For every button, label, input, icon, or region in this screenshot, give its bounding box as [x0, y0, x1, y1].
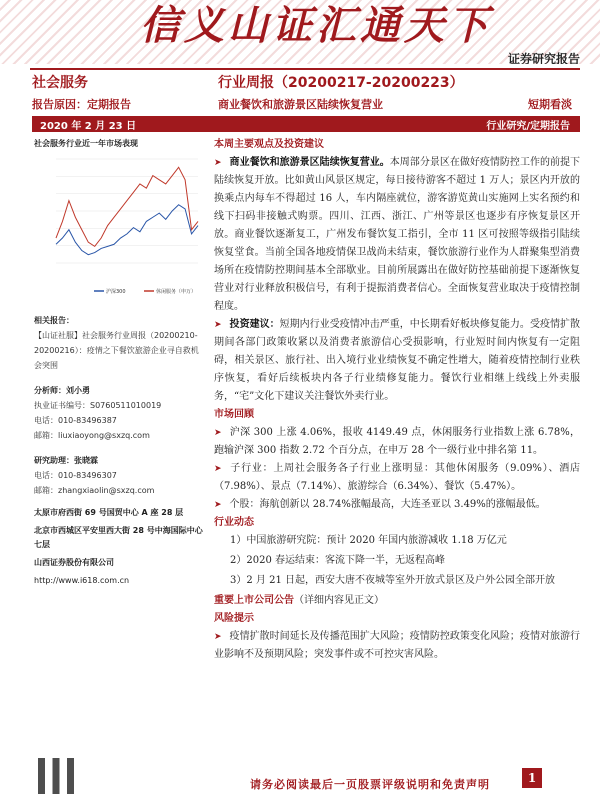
paragraph-stocks	[214, 496, 580, 514]
section-title-market: 市场回顾	[214, 409, 254, 420]
related-report-link[interactable]: 【山证社服】社会服务行业周报（20200210-20200216）：疫情之下餐饮旅游企业寻自救机会突围	[34, 331, 199, 370]
paragraph-market	[214, 424, 580, 460]
paragraph-text: 本周部分景区在做好疫情防控工作的前提下陆续恢复开放。比如黄山风景区规定，每日接待游客不超过 1 万人；景区内开放的换乘点内每车不得超过 16 人，车内隔座就位，游客游览黄山实施网上实名预约和线下扫码非接触式购票。四川、江西、浙江、广州等景区也逐步有序恢复景区开放。商业餐饮逐渐复工，广州发布餐饮复工指引，全市 11 区可按照等级指引陆续恢复堂食。当前全国各地疫情保卫战尚未结束，餐饮旅游行业作为人群聚集型消费场所在疫情防控期间基本全部歇业。目前所展露出在做好防控基础前提下逐渐恢复营业对行业释放积极信号，有利于提振消费者信心。全面恢复营业取决于疫情控制程度。	[214, 157, 581, 312]
slogan-part-b: 汇通天下	[316, 3, 492, 49]
arrow-icon: ➤	[214, 320, 222, 330]
slogan	[140, 0, 492, 51]
paragraph-lead: 投资建议：	[229, 319, 280, 330]
news-item: 2）2020 春运结束：客流下降一半，无返程高峰	[230, 555, 445, 566]
mail-row-2	[34, 483, 204, 498]
cert-row	[34, 398, 204, 413]
paragraph-advice	[214, 316, 580, 406]
subtitle-row	[32, 96, 580, 114]
series-line-0	[56, 205, 198, 255]
tel-row-1	[34, 413, 204, 428]
mail-label: 邮箱：	[34, 431, 58, 440]
section-title-news: 行业动态	[214, 517, 254, 528]
page-number: 1	[522, 768, 542, 788]
arrow-icon: ➤	[214, 500, 222, 510]
tel-label: 电话：	[34, 416, 58, 425]
arrow-icon: ➤	[214, 158, 222, 168]
arrow-icon: ➤	[214, 464, 222, 474]
arrow-icon: ➤	[214, 428, 222, 438]
chart-title: 社会服务行业近一年市场表现	[34, 139, 138, 148]
title-row	[32, 70, 580, 94]
paragraph-lead: 商业餐饮和旅游景区陆续恢复营业。	[229, 157, 390, 168]
section-title-announcements	[214, 592, 580, 610]
rating: 短期看淡	[528, 98, 572, 111]
qr-code-icon	[38, 758, 74, 794]
report-date: 2020 年 2 月 23 日	[40, 121, 137, 132]
section-title-risk: 风险提示	[214, 613, 254, 624]
website-link[interactable]: http://www.i618.com.cn	[34, 576, 130, 585]
contact-label: 研究助理：	[34, 456, 74, 465]
analyst-name: 刘小勇	[66, 386, 90, 395]
arrow-icon: ➤	[214, 632, 222, 642]
paragraph-subindustry	[214, 460, 580, 496]
tel-value: 010-83496307	[58, 471, 117, 480]
related-label: 相关报告：	[34, 316, 74, 325]
announcement-title: 重要上市公司公告	[214, 595, 294, 606]
news-item: 3）2 月 21 日起，西安大唐不夜城等室外开放式景区及户外公园全部开放	[230, 575, 555, 586]
report-subtitle: 商业餐饮和旅游景区陆续恢复营业	[218, 98, 383, 111]
tel-row-2	[34, 468, 204, 483]
paragraph-text: 沪深 300 上涨 4.06%，报收 4149.49 点，休闲服务行业指数上涨 6.78%，跑输沪深 300 指数 2.72 个百分点，在申万 28 个一级行业中排名第 11。	[214, 427, 580, 456]
sidebar	[34, 136, 204, 588]
analyst-label: 分析师：	[34, 386, 66, 395]
contact-row	[34, 453, 204, 468]
paragraph-text: 疫情扩散时间延长及传播范围扩大风险；疫情防控政策变化风险；疫情对旅游行业影响不及预期风险；突发事件或不可控灾害风险。	[214, 631, 580, 660]
legend-label: 休闲服务（申万）	[156, 289, 197, 295]
announcement-note: （详细内容见正文）	[294, 595, 384, 606]
report-title: 行业周报（20200217-20200223）	[218, 75, 464, 91]
report-reason: 报告原因：定期报告	[32, 98, 131, 111]
legend-label: 沪深300	[106, 289, 126, 295]
cert-value: S0760511010019	[90, 401, 162, 410]
section-title-viewpoints: 本周主要观点及投资建议	[214, 139, 324, 150]
paragraph-risk	[214, 628, 580, 664]
paragraph-text: 子行业：上周社会服务各子行业上涨明显：其他休闲服务（9.09%）、酒店（7.98%）、景点（7.14%）、旅游综合（6.34%）、餐饮（5.47%）。	[214, 463, 580, 492]
main-content	[214, 136, 580, 664]
address-1: 太原市府西街 69 号国贸中心 A 座 28 层	[34, 508, 184, 517]
header-banner	[0, 0, 600, 64]
disclaimer: 请务必阅读最后一页股票评级说明和免责声明	[250, 778, 490, 791]
company-name: 山西证券股份有限公司	[34, 558, 114, 567]
mail-row-1	[34, 428, 204, 443]
cert-label: 执业证书编号：	[34, 401, 90, 410]
tel-label: 电话：	[34, 471, 58, 480]
paragraph-text: 个股：海航创新以 28.74%涨幅最高，大连圣亚以 3.49%的涨幅最低。	[229, 499, 546, 510]
tel-value: 010-83496387	[58, 416, 117, 425]
market-chart	[34, 153, 204, 303]
contact-name: 张晓霖	[74, 456, 98, 465]
chart-svg	[34, 153, 204, 303]
slogan-part-a: 信义山证	[140, 3, 316, 49]
paragraph-text: 短期内行业受疫情冲击严重，中长期看好板块修复能力。受疫情扩散期间各部门政策收紧以及消费者旅游信心受损影响，行业短时间内恢复有一定阻碍，相关景区、旅行社、出入境行业业绩恢复不确定性增大，随着疫情控制行业秩序恢复，看好后续板块内各子行业绩修复能力。餐饮行业相继上线线上外卖服务，“宅”文化下建议关注餐饮外卖行业。	[214, 319, 581, 402]
industry-label: 社会服务	[32, 75, 88, 91]
address-2: 北京市西城区平安里西大街 28 号中海国际中心七层	[34, 526, 203, 549]
report-category: 行业研究/定期报告	[486, 121, 570, 132]
report-type: 证券研究报告	[507, 52, 580, 64]
mail-label: 邮箱：	[34, 486, 58, 495]
mail-link[interactable]: liuxiaoyong@sxzq.com	[58, 431, 150, 440]
paragraph-viewpoint	[214, 154, 580, 316]
analyst-row	[34, 383, 204, 398]
mail-link[interactable]: zhangxiaolin@sxzq.com	[58, 486, 155, 495]
news-list	[214, 532, 580, 590]
date-bar	[32, 116, 580, 132]
news-item: 1）中国旅游研究院：预计 2020 年国内旅游减收 1.18 万亿元	[230, 535, 507, 546]
